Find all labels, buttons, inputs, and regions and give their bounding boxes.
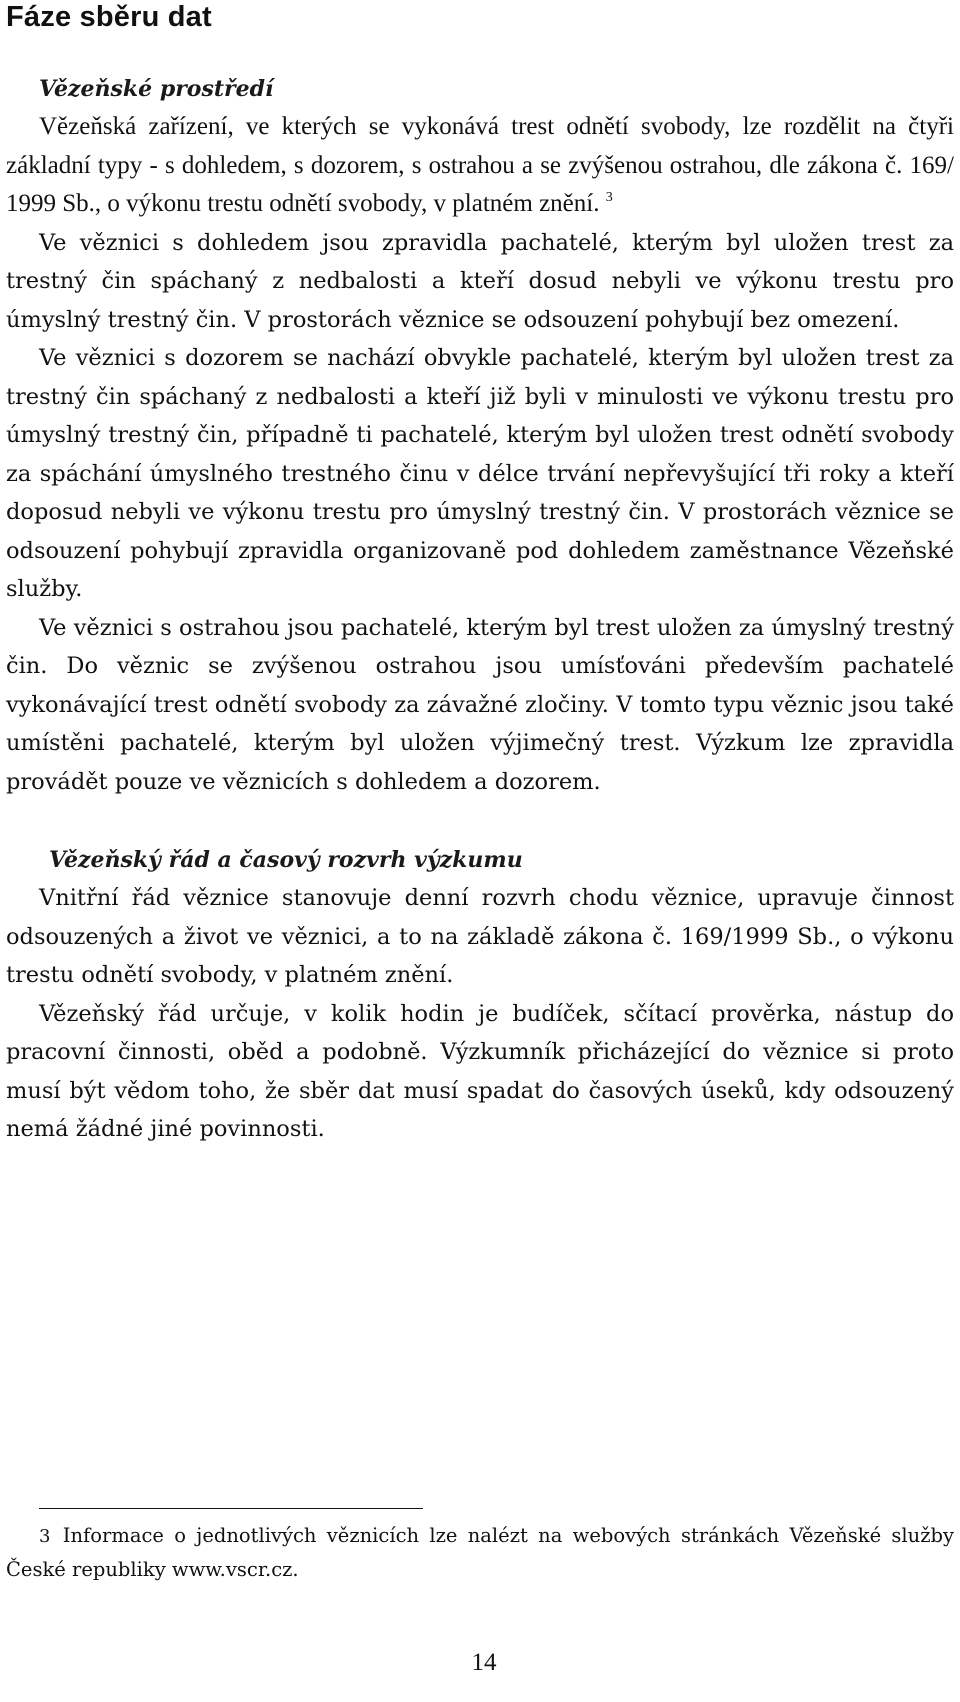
paragraph-text: Ve věznici s ostrahou jsou pachatelé, kterým byl trest uložen za úmyslný trestný čin. Do věznic se zvýšenou ostrahou jsou umísťováni především pachatelé vykonávající trest odnětí svobody za závažné zločiny. V tomto typu věznic jsou také umístěni pachatelé, kterým byl uložen výjimečný trest. Výzkum lze zpravidla provádět pouze ve věznicích s dohledem a dozorem. bbox=[6, 614, 954, 795]
paragraph-text: Vězeňská zařízení, ve kterých se vykonává trest odnětí svobody, lze rozdělit na čtyři základní typy - s dohledem, s dozorem, s ostrahou a se zvýšenou ostrahou, dle zákona č. 169/ 1999 Sb., o výkonu trestu odnětí svobody, v platném znění. bbox=[6, 113, 954, 217]
footnote bbox=[6, 1519, 954, 1586]
paragraph-text: Ve věznici s dozorem se nachází obvykle pachatelé, kterým byl uložen trest za trestný čin spáchaný z nedbalosti a kteří již byli v minulosti ve výkonu trestu pro úmyslný trestný čin, případně ti pachatelé, kterým byl uložen trest odnětí svobody za spáchání úmyslného trestného činu v délce trvání nepřevyšující tři roky a kteří doposud nebyli ve výkonu trestu pro úmyslný trestný čin. V prostorách věznice se odsouzení pohybují zpravidla organizovaně pod dohledem zaměstnance Vězeňské služby. bbox=[6, 345, 954, 602]
footnote-number: 3 bbox=[39, 1526, 51, 1547]
paragraph-text: Ve věznici s dohledem jsou zpravidla pachatelé, kterým byl uložen trest za trestný čin spáchaný z nedbalosti a kteří dosud nebyli ve výkonu trestu pro úmyslný trestný čin. V prostorách věznice se odsouzení pohybují bez omezení. bbox=[6, 229, 954, 333]
footnote-separator bbox=[39, 1508, 423, 1509]
paragraph bbox=[6, 339, 954, 609]
paragraph bbox=[6, 224, 954, 340]
paragraph-text: Vězeňský řád určuje, v kolik hodin je budíček, sčítací prověrka, nástup do pracovní činnosti, oběd a podobně. Výzkumník přicházející do věznice si proto musí být vědom toho, že sběr dat musí spadat do časových úseků, kdy odsouzený nemá žádné jiné povinnosti. bbox=[6, 1000, 954, 1142]
section-prison-environment bbox=[6, 76, 954, 801]
page-number: 14 bbox=[471, 1649, 497, 1676]
paragraph bbox=[6, 995, 954, 1149]
section-title: Vězeňské prostředí bbox=[39, 76, 274, 102]
section-title: Vězeňský řád a časový rozvrh výzkumu bbox=[49, 847, 523, 873]
paragraph bbox=[6, 879, 954, 995]
footnote-text: Informace o jednotlivých věznicích lze nalézt na webových stránkách Vězeňské služby České republiky www.vscr.cz. bbox=[6, 1524, 954, 1581]
section-prison-rules bbox=[6, 847, 954, 1149]
paragraph-text: Vnitřní řád věznice stanovuje denní rozvrh chodu věznice, upravuje činnost odsouzených a život ve věznici, a to na základě zákona č. 169/1999 Sb., o výkonu trestu odnětí svobody, v platném znění. bbox=[6, 885, 954, 988]
footnote-reference[interactable]: 3 bbox=[605, 190, 613, 205]
page-heading: Fáze sběru dat bbox=[6, 1, 212, 33]
paragraph bbox=[6, 609, 954, 802]
paragraph bbox=[6, 108, 954, 224]
